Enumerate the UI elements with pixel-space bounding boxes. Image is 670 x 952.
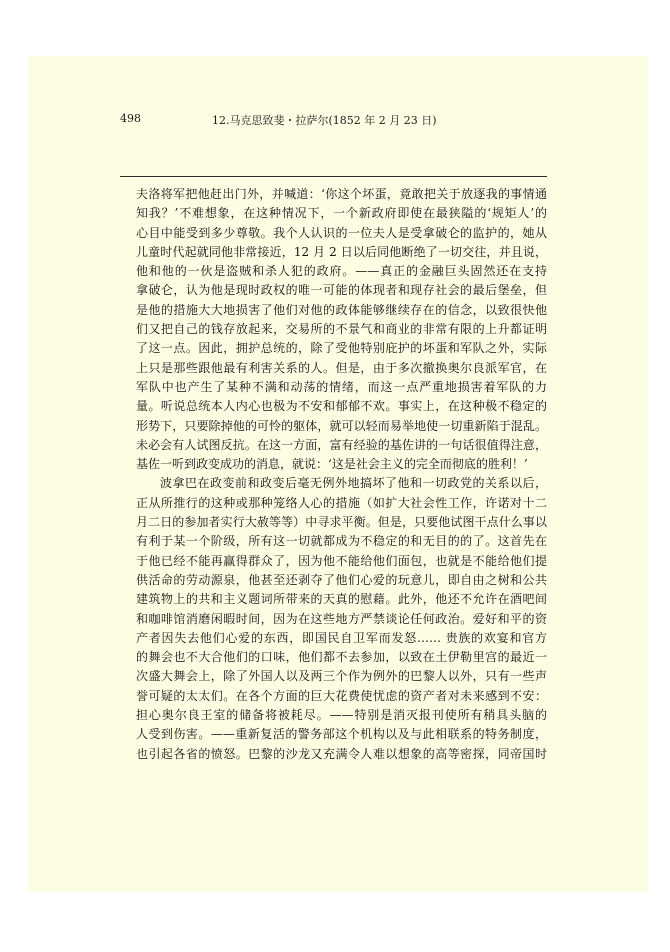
text-line: 未必会有人试图反抗。在这一方面，富有经验的基佐讲的一句话很值得注意， (136, 437, 547, 452)
header-rule (120, 176, 547, 177)
text-line: 们又把自己的钱存放起来，交易所的不景气和商业的非常有限的上升都证明 (136, 322, 547, 337)
text-line: 建筑物上的共和主义题词所带来的天真的慰藉。此外，他还不允许在酒吧间 (136, 592, 547, 607)
text-line: 心目中能受到多少尊敬。我个人认识的一位夫人是受拿破仑的监护的，她从 (136, 225, 547, 240)
text-line: 拿破仑，认为他是现时政权的唯一可能的体现者和现存社会的最后堡垒，但 (136, 283, 547, 298)
text-line: 是他的措施大大地损害了他们对他的政体能够继续存在的信念，以致很快他 (136, 302, 547, 317)
text-line: 于他已经不能再赢得群众了，因为他不能给他们面包，也就是不能给他们提 (136, 553, 547, 568)
body-text (136, 185, 547, 764)
text-line: 次盛大舞会上，除了外国人以及两三个作为例外的巴黎人以外，只有一些声 (136, 669, 547, 684)
text-line: 人受到伤害。——重新复活的警务部这个机构以及与此相联系的特务制度， (136, 727, 547, 742)
text-line: 形势下，只要除掉他的可怜的躯体，就可以轻而易举地使一切重新陷于混乱。 (136, 418, 547, 433)
text-line: 知我？’不难想象，在这种情况下，一个新政府即使在最狭隘的‘规矩人’的 (136, 206, 547, 221)
text-line: 誉可疑的太太们。在各个方面的巨大花费使忧虑的资产者对未来感到不安： (136, 688, 547, 703)
text-line: 和咖啡馆消磨闲暇时间，因为在这些地方严禁谈论任何政治。爱好和平的资 (136, 611, 547, 626)
text-line: 的舞会也不大合他们的口味，他们都不去参加，以致在土伊勒里宫的最近一 (136, 650, 547, 665)
text-line: 担心奥尔良王室的储备将被耗尽。——特别是消灭报刊使所有稍具头脑的 (136, 708, 547, 723)
text-line: 他和他的一伙是盗贼和杀人犯的政府。——真正的金融巨头固然还在支持 (136, 264, 547, 279)
running-title: 12.马克思致斐・拉萨尔(1852 年 2 月 23 日) (212, 114, 437, 127)
text-line: 量。听说总统本人内心也极为不安和郁郁不欢。事实上，在这种极不稳定的 (136, 399, 547, 414)
text-line: 儿童时代起就同他非常接近，12 月 2 日以后同他断绝了一切交往，并且说， (136, 244, 547, 259)
page-number: 498 (120, 112, 141, 125)
text-line: 也引起各省的愤怒。巴黎的沙龙又充满令人难以想象的高等密探，同帝国时 (136, 746, 547, 761)
paragraph-start-line: 波拿巴在政变前和政变后毫无例外地搞坏了他和一切政党的关系以后， (160, 476, 547, 491)
text-line: 正从所推行的这种或那种笼络人心的措施（如扩大社会性工作，许诺对十二 (136, 495, 547, 510)
text-line: 产者因失去他们心爱的东西，即国民自卫军而发怒…… 贵族的欢宴和官方 (136, 630, 547, 645)
text-line: 月二日的参加者实行大赦等等）中寻求平衡。但是，只要他试图干点什么事以 (136, 515, 547, 530)
text-line: 了这一点。因此，拥护总统的，除了受他特别庇护的坏蛋和军队之外，实际 (136, 341, 547, 356)
page-header (120, 110, 520, 130)
text-line: 夫洛将军把他赶出门外，并喊道：‘你这个坏蛋，竟敢把关于放逐我的事情通 (136, 187, 547, 201)
text-line: 有利于某一个阶级，所有这一切就都成为不稳定的和无目的的了。这首先在 (136, 534, 547, 549)
text-line: 供活命的劳动源泉，他甚至还剥夺了他们心爱的玩意儿，即自由之树和公共 (136, 572, 547, 587)
text-line: 军队中也产生了某种不满和动荡的情绪，而这一点严重地损害着军队的力 (136, 379, 547, 394)
text-line: 上只是那些跟他最有利害关系的人。但是，由于多次撤换奥尔良派军官，在 (136, 360, 547, 375)
text-line: 基佐一听到政变成功的消息，就说：‘这是社会主义的完全而彻底的胜利！’ (136, 457, 528, 472)
